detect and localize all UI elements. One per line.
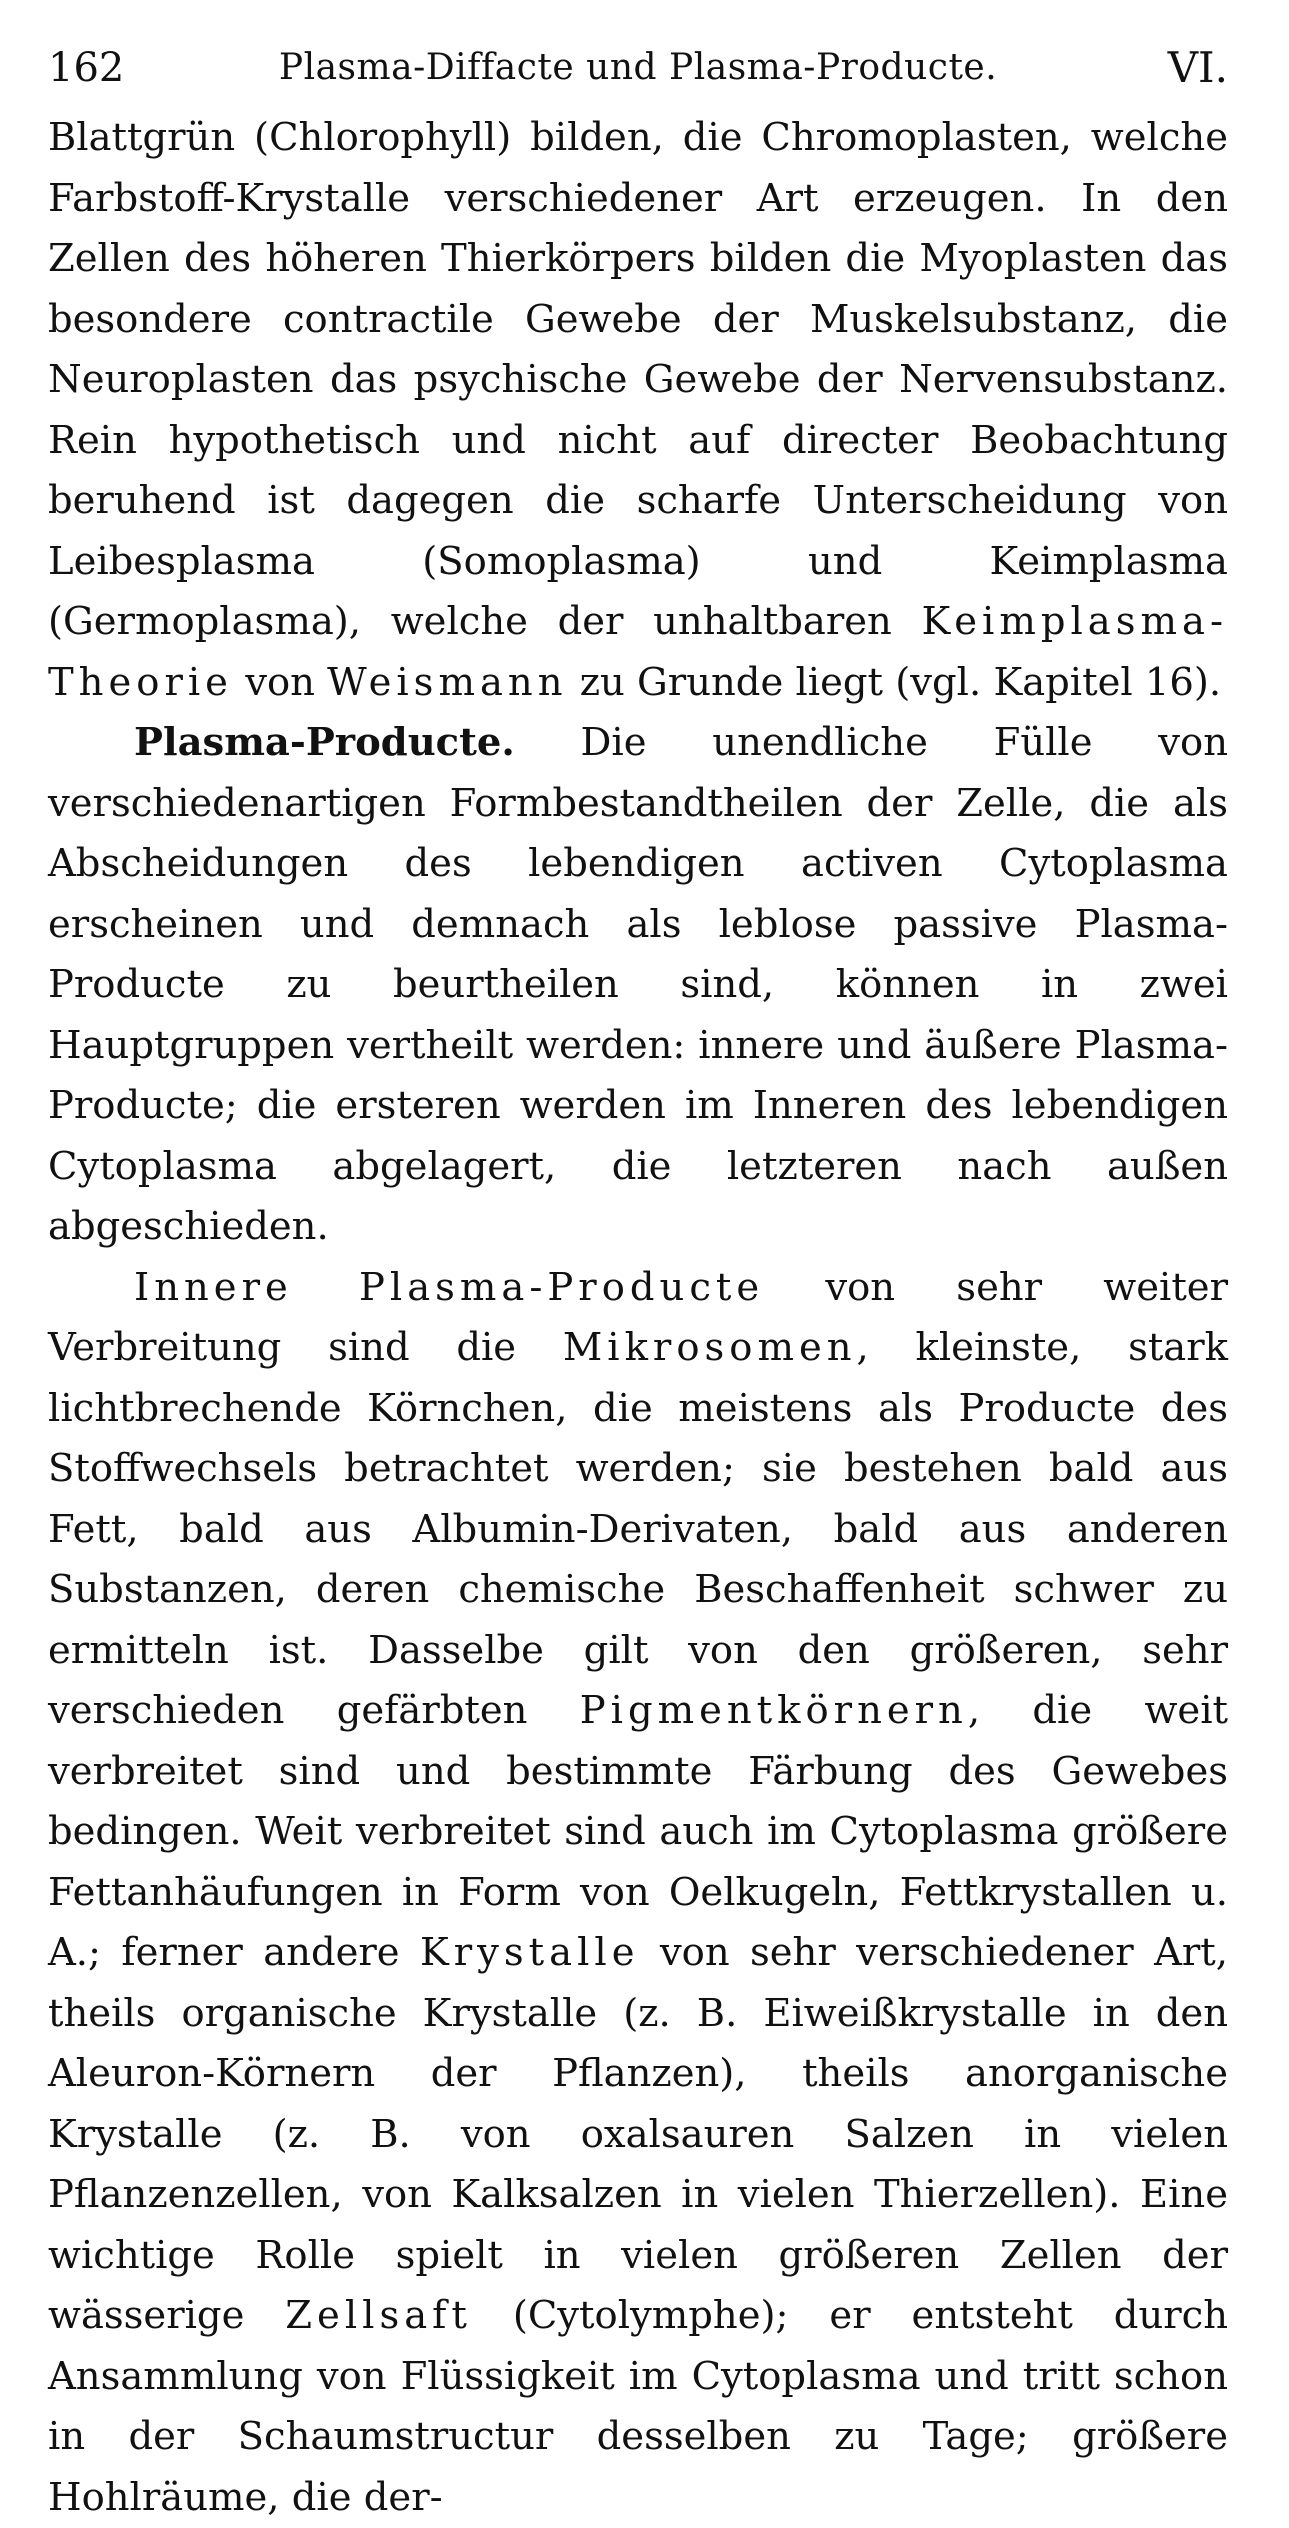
text-run: von sehr verschiedener Art, theils organische Krystalle (z. B. Eiweißkrystalle in den Aleuron-Körnern der Pflanzen), theils anorganische Krystalle (z. B. von oxalsauren Salzen in vielen Pflanzenzellen, von Kalksalzen in vielen Thierzellen). Eine wichtige Rolle spielt in vielen größeren Zellen der wässerige [48, 1930, 1228, 2338]
text-run: , kleinste, stark lichtbrechende Körnchen, die meistens als Producte des Stoffwechsels betrachtet werden; sie bestehen bald aus Fett, bald aus Albumin-Derivaten, bald aus anderen Substanzen, deren chemische Beschaffenheit schwer zu ermitteln ist. Dasselbe gilt von den größeren, sehr verschieden gefärbten [48, 1325, 1228, 1733]
text-run: Die unendliche Fülle von verschiedenartigen Formbestandtheilen der Zelle, die als Abscheidungen des lebendigen activen Cytoplasma erscheinen und demnach als leblose passive Plasma-Producte zu beurtheilen sind, können in zwei Hauptgruppen vertheilt werden: innere und äußere Plasma-Producte; die ersteren werden im Inneren des lebendigen Cytoplasma abgelagert, die letzteren nach außen abgeschieden. [48, 720, 1228, 1249]
emphasized-term: Krystalle [420, 1930, 640, 1975]
emphasized-name: Weismann [327, 660, 567, 705]
text-run: von sehr weiter Verbreitung sind die [48, 1265, 1228, 1371]
body-text [48, 108, 1228, 2528]
emphasized-term: Pigmentkörnern [580, 1688, 968, 1733]
page-number: 162 [48, 38, 124, 98]
text-run: von [233, 660, 327, 705]
emphasized-term: Zellsaft [285, 2293, 472, 2338]
paragraph-continuation [48, 108, 1228, 713]
paragraph-plasma-producte [48, 713, 1228, 1258]
text-run: , die weit verbreitet sind und bestimmte Färbung des Gewebes bedingen. Weit verbreitet sind auch im Cytoplasma größere Fettanhäufungen in Form von Oelkugeln, Fettkrystallen u. A.; ferner andere [48, 1688, 1228, 1975]
book-page [48, 38, 1228, 2128]
run-in-heading: Plasma-Producte. [134, 720, 515, 765]
running-head [48, 38, 1228, 98]
text-run: Blattgrün (Chlorophyll) bilden, die Chromoplasten, welche Farbstoff-Krystalle verschiedener Art erzeugen. In den Zellen des höheren Thierkörpers bilden die Myoplasten das besondere contractile Gewebe der Muskelsubstanz, die Neuroplasten das psychische Gewebe der Nervensubstanz. Rein hypothetisch und nicht auf directer Beobachtung beruhend ist dagegen die scharfe Unterscheidung von Leibesplasma (Somoplasma) und Keimplasma (Germoplasma), welche der unhaltbaren [48, 115, 1228, 644]
text-run: (Cytolymphe); er entsteht durch Ansammlung von Flüssigkeit im Cytoplasma und tritt schon in der Schaumstructur desselben zu Tage; größere Hohlräume, die der- [48, 2293, 1228, 2520]
emphasized-term: Mikrosomen [563, 1325, 857, 1370]
running-title: Plasma-Diffacte und Plasma-Producte. [48, 38, 1228, 98]
chapter-numeral: VI. [1168, 38, 1228, 98]
paragraph-innere-plasma-producte [48, 1258, 1228, 2528]
emphasized-term: Keimplasma-Theorie [48, 599, 1228, 705]
text-run: zu Grunde liegt (vgl. Kapitel 16). [568, 660, 1222, 705]
emphasized-term: Innere Plasma-Producte [134, 1265, 764, 1310]
